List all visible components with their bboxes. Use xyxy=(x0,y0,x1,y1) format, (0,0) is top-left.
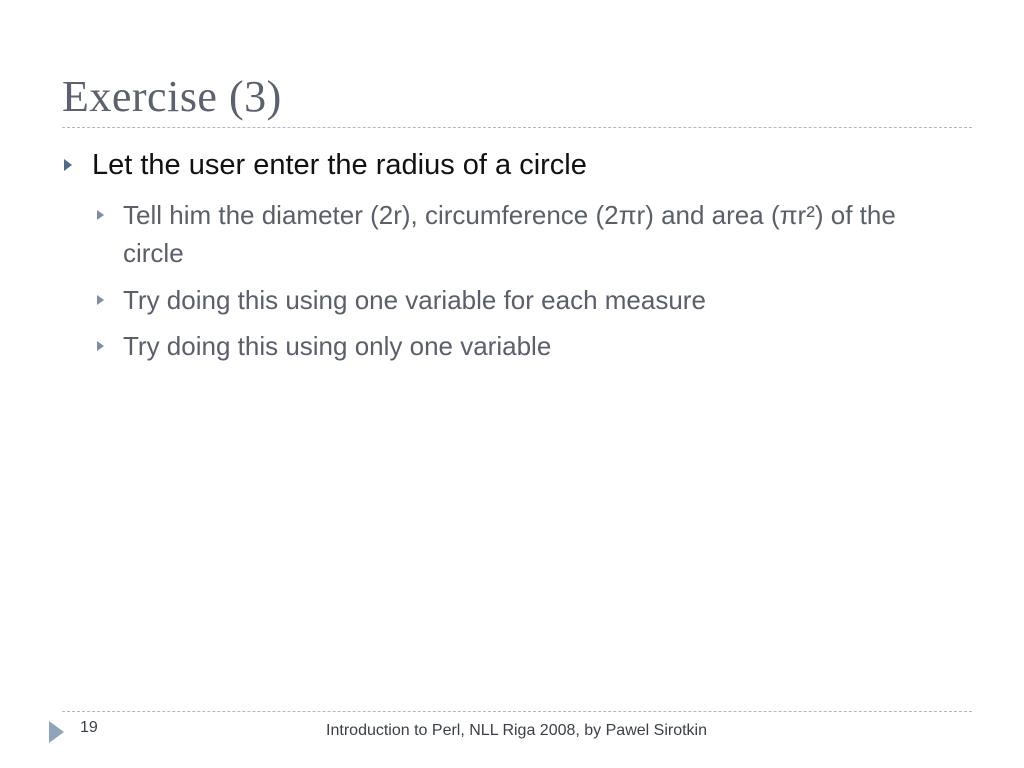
sub-bullet-text: Tell him the diameter (2r), circumference (2πr) and area (πr²) of the circle xyxy=(123,200,896,268)
sub-bullet-item xyxy=(97,196,953,272)
footer-text: Introduction to Perl, NLL Riga 2008, by Pawel Sirotkin xyxy=(326,722,707,739)
bullet-text: Let the user enter the radius of a circle xyxy=(92,149,587,181)
sub-bullet-text: Try doing this using only one variable xyxy=(123,331,552,361)
footer-divider xyxy=(62,711,972,712)
sub-bullet-item xyxy=(97,281,953,319)
sub-bullet-item xyxy=(97,327,953,365)
bullet-item-main xyxy=(64,148,587,182)
bullet-arrow-icon xyxy=(64,159,72,171)
title-divider xyxy=(62,127,972,128)
page-number: 19 xyxy=(80,719,98,736)
sub-bullet-arrow-icon xyxy=(97,341,104,351)
sub-bullet-arrow-icon xyxy=(97,210,104,220)
footer-arrow-icon xyxy=(49,721,64,743)
slide-title: Exercise (3) xyxy=(62,72,282,121)
sub-bullet-text: Try doing this using one variable for each measure xyxy=(123,285,706,315)
sub-bullet-arrow-icon xyxy=(97,295,104,305)
